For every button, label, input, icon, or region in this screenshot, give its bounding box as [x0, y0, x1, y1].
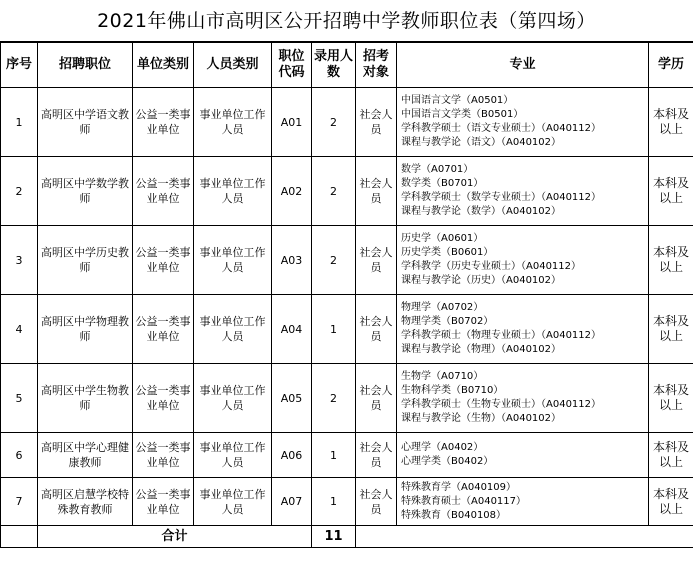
cell-count: 1 — [312, 295, 356, 364]
cell-staff-type: 事业单位工作人员 — [194, 478, 272, 526]
cell-count: 1 — [312, 478, 356, 526]
cell-target: 社会人员 — [356, 364, 397, 433]
cell-unit-type: 公益一类事业单位 — [133, 433, 194, 478]
cell-staff-type: 事业单位工作人员 — [194, 295, 272, 364]
cell-major — [397, 433, 649, 478]
total-blank-cell — [356, 526, 693, 548]
major-line: 课程与教学论（生物）（A040102） — [401, 413, 562, 424]
major-line: 特殊教育学（A040109） — [401, 481, 517, 493]
cell-code: A06 — [272, 433, 312, 478]
cell-no: 7 — [1, 478, 38, 526]
cell-no: 1 — [1, 88, 38, 157]
cell-count: 2 — [312, 364, 356, 433]
header-staff-type: 人员类别 — [194, 43, 272, 88]
table-row — [1, 88, 693, 157]
header-code: 职位代码 — [272, 43, 312, 88]
cell-target: 社会人员 — [356, 88, 397, 157]
cell-target: 社会人员 — [356, 157, 397, 226]
cell-code: A07 — [272, 478, 312, 526]
major-line: 学科教学（历史专业硕士）（A040112） — [401, 261, 582, 272]
cell-position: 高明区中学物理教师 — [38, 295, 133, 364]
major-line: 中国语言文学（A0501） — [401, 95, 514, 106]
major-line: 学科教学硕士（数学专业硕士）（A040112） — [401, 192, 602, 203]
cell-position: 高明区中学语文教师 — [38, 88, 133, 157]
cell-major — [397, 157, 649, 226]
cell-position: 高明区中学数学教师 — [38, 157, 133, 226]
cell-major — [397, 226, 649, 295]
cell-staff-type: 事业单位工作人员 — [194, 88, 272, 157]
cell-position: 高明区启慧学校特殊教育教师 — [38, 478, 133, 526]
major-line: 心理学类（B0402） — [401, 456, 494, 467]
cell-code: A02 — [272, 157, 312, 226]
header-count: 录用人数 — [312, 43, 356, 88]
cell-no: 6 — [1, 433, 38, 478]
cell-unit-type: 公益一类事业单位 — [133, 88, 194, 157]
major-line: 特殊教育（B040108） — [401, 509, 507, 521]
cell-count: 2 — [312, 157, 356, 226]
major-line: 数学（A0701） — [401, 164, 474, 175]
cell-education: 本科及以上 — [649, 364, 693, 433]
table-row — [1, 364, 693, 433]
header-row — [1, 43, 693, 88]
major-line: 学科教学硕士（物理专业硕士）（A040112） — [401, 330, 602, 341]
cell-count: 1 — [312, 433, 356, 478]
cell-staff-type: 事业单位工作人员 — [194, 157, 272, 226]
table-row — [1, 295, 693, 364]
total-row — [1, 526, 693, 548]
header-no: 序号 — [1, 43, 38, 88]
cell-education: 本科及以上 — [649, 478, 693, 526]
table-row — [1, 226, 693, 295]
cell-count: 2 — [312, 88, 356, 157]
table-row — [1, 157, 693, 226]
cell-unit-type: 公益一类事业单位 — [133, 157, 194, 226]
cell-staff-type: 事业单位工作人员 — [194, 364, 272, 433]
cell-count: 2 — [312, 226, 356, 295]
major-line: 中国语言文学类（B0501） — [401, 109, 524, 120]
cell-position: 高明区中学生物教师 — [38, 364, 133, 433]
header-position: 招聘职位 — [38, 43, 133, 88]
cell-position: 高明区中学历史教师 — [38, 226, 133, 295]
header-major: 专业 — [397, 43, 649, 88]
major-line: 学科教学硕士（语文专业硕士）（A040112） — [401, 123, 602, 134]
cell-no: 5 — [1, 364, 38, 433]
major-line: 数学类（B0701） — [401, 178, 484, 189]
total-count: 11 — [312, 526, 356, 548]
cell-major — [397, 88, 649, 157]
table-row — [1, 433, 693, 478]
major-line: 课程与教学论（数学）（A040102） — [401, 206, 562, 217]
cell-major — [397, 295, 649, 364]
cell-unit-type: 公益一类事业单位 — [133, 478, 194, 526]
cell-no: 2 — [1, 157, 38, 226]
cell-staff-type: 事业单位工作人员 — [194, 433, 272, 478]
cell-staff-type: 事业单位工作人员 — [194, 226, 272, 295]
major-line: 课程与教学论（语文）（A040102） — [401, 137, 562, 148]
major-line: 历史学（A0601） — [401, 233, 484, 244]
page-title: 2021年佛山市高明区公开招聘中学教师职位表（第四场） — [0, 0, 693, 42]
header-target: 招考对象 — [356, 43, 397, 88]
header-education: 学历 — [649, 43, 693, 88]
cell-education: 本科及以上 — [649, 88, 693, 157]
cell-major — [397, 478, 649, 526]
table-row — [1, 478, 693, 526]
cell-education: 本科及以上 — [649, 433, 693, 478]
cell-unit-type: 公益一类事业单位 — [133, 226, 194, 295]
cell-no: 3 — [1, 226, 38, 295]
major-line: 课程与教学论（物理）（A040102） — [401, 344, 562, 355]
major-line: 心理学（A0402） — [401, 442, 484, 453]
cell-no: 4 — [1, 295, 38, 364]
cell-target: 社会人员 — [356, 478, 397, 526]
cell-code: A01 — [272, 88, 312, 157]
total-label: 合计 — [38, 526, 312, 548]
cell-code: A03 — [272, 226, 312, 295]
major-line: 生物科学类（B0710） — [401, 385, 504, 396]
total-blank-cell — [1, 526, 38, 548]
cell-target: 社会人员 — [356, 433, 397, 478]
cell-position: 高明区中学心理健康教师 — [38, 433, 133, 478]
cell-unit-type: 公益一类事业单位 — [133, 295, 194, 364]
cell-code: A04 — [272, 295, 312, 364]
header-unit-type: 单位类别 — [133, 43, 194, 88]
major-line: 历史学类（B0601） — [401, 247, 494, 258]
cell-education: 本科及以上 — [649, 295, 693, 364]
major-line: 物理学类（B0702） — [401, 316, 494, 327]
cell-target: 社会人员 — [356, 226, 397, 295]
major-line: 物理学（A0702） — [401, 302, 484, 313]
cell-education: 本科及以上 — [649, 226, 693, 295]
positions-table — [0, 42, 693, 548]
cell-target: 社会人员 — [356, 295, 397, 364]
major-line: 特殊教育硕士（A040117） — [401, 495, 527, 507]
major-line: 学科教学硕士（生物专业硕士）（A040112） — [401, 399, 602, 410]
cell-education: 本科及以上 — [649, 157, 693, 226]
cell-major — [397, 364, 649, 433]
cell-code: A05 — [272, 364, 312, 433]
major-line: 课程与教学论（历史）（A040102） — [401, 275, 562, 286]
major-line: 生物学（A0710） — [401, 371, 484, 382]
cell-unit-type: 公益一类事业单位 — [133, 364, 194, 433]
